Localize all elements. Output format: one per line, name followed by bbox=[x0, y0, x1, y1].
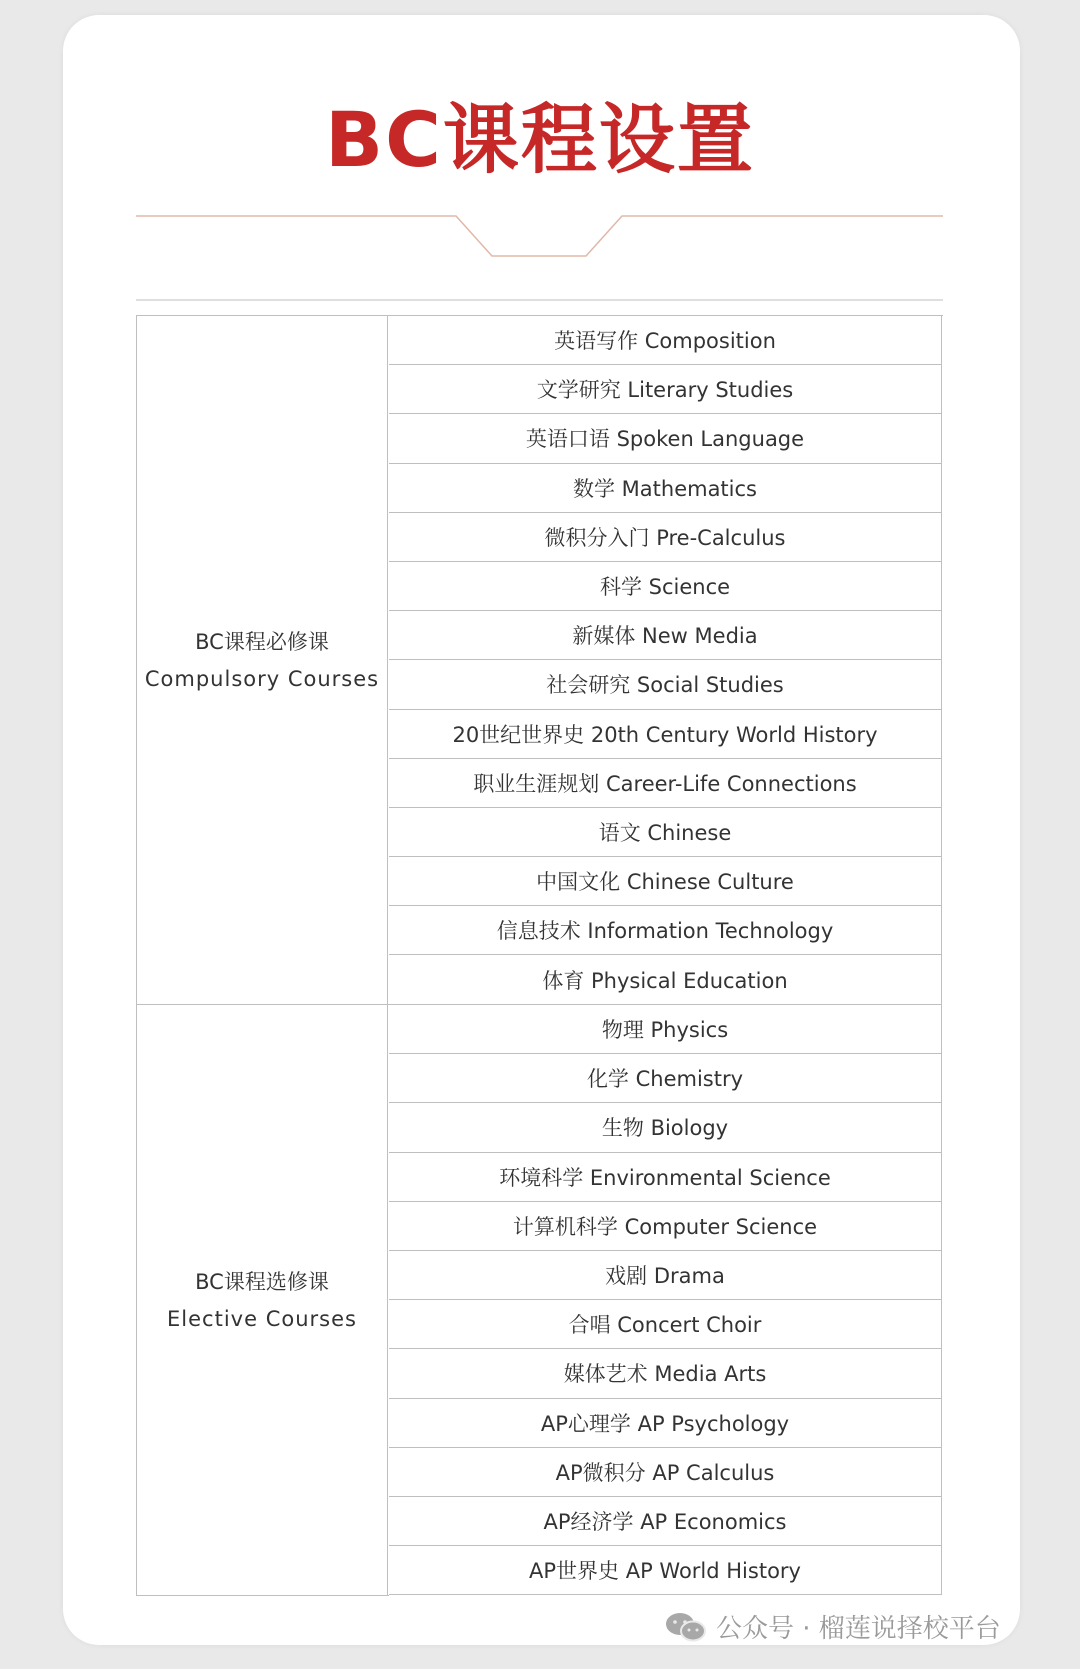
course-row: 新媒体 New Media bbox=[389, 611, 942, 660]
group-label-en: Compulsory Courses bbox=[144, 666, 380, 691]
course-row: 英语写作 Composition bbox=[389, 316, 942, 365]
page-title: BC课程设置 bbox=[325, 95, 755, 184]
group-rows bbox=[389, 1005, 942, 1595]
course-row: 计算机科学 Computer Science bbox=[389, 1202, 942, 1251]
group-label-cn: BC课程必修课 bbox=[195, 629, 329, 654]
course-row: 英语口语 Spoken Language bbox=[389, 414, 942, 463]
course-row: 科学 Science bbox=[389, 562, 942, 611]
group-label bbox=[136, 1005, 388, 1596]
course-row: 体育 Physical Education bbox=[389, 955, 942, 1004]
compulsory-group bbox=[136, 316, 943, 1005]
course-row: AP心理学 AP Psychology bbox=[389, 1399, 942, 1448]
course-row: 媒体艺术 Media Arts bbox=[389, 1349, 942, 1398]
course-row: AP经济学 AP Economics bbox=[389, 1497, 942, 1546]
course-row: 职业生涯规划 Career-Life Connections bbox=[389, 759, 942, 808]
table-bottom-line bbox=[136, 1595, 389, 1596]
course-row: 微积分入门 Pre-Calculus bbox=[389, 513, 942, 562]
course-row: AP微积分 AP Calculus bbox=[389, 1448, 942, 1497]
course-row: AP世界史 AP World History bbox=[389, 1546, 942, 1595]
course-row: 语文 Chinese bbox=[389, 808, 942, 857]
group-label bbox=[136, 316, 388, 1005]
course-row: 20世纪世界史 20th Century World History bbox=[389, 710, 942, 759]
course-row: 合唱 Concert Choir bbox=[389, 1300, 942, 1349]
course-row: 文学研究 Literary Studies bbox=[389, 365, 942, 414]
group-label-en: Elective Courses bbox=[167, 1306, 357, 1331]
group-rows bbox=[389, 316, 942, 1005]
title-divider bbox=[0, 0, 1080, 320]
watermark bbox=[664, 1608, 1001, 1645]
watermark-text: 公众号 · 榴莲说择校平台 bbox=[716, 1614, 1001, 1644]
course-row: 物理 Physics bbox=[389, 1005, 942, 1054]
course-row: 生物 Biology bbox=[389, 1103, 942, 1152]
elective-group bbox=[136, 1005, 943, 1596]
course-table bbox=[136, 315, 943, 1596]
wechat-icon bbox=[664, 1611, 708, 1643]
course-row: 化学 Chemistry bbox=[389, 1054, 942, 1103]
course-row: 数学 Mathematics bbox=[389, 464, 942, 513]
group-label-cn: BC课程选修课 bbox=[195, 1269, 329, 1294]
course-row: 社会研究 Social Studies bbox=[389, 660, 942, 709]
course-row: 戏剧 Drama bbox=[389, 1251, 942, 1300]
course-row: 信息技术 Information Technology bbox=[389, 906, 942, 955]
course-row: 中国文化 Chinese Culture bbox=[389, 857, 942, 906]
course-row: 环境科学 Environmental Science bbox=[389, 1153, 942, 1202]
